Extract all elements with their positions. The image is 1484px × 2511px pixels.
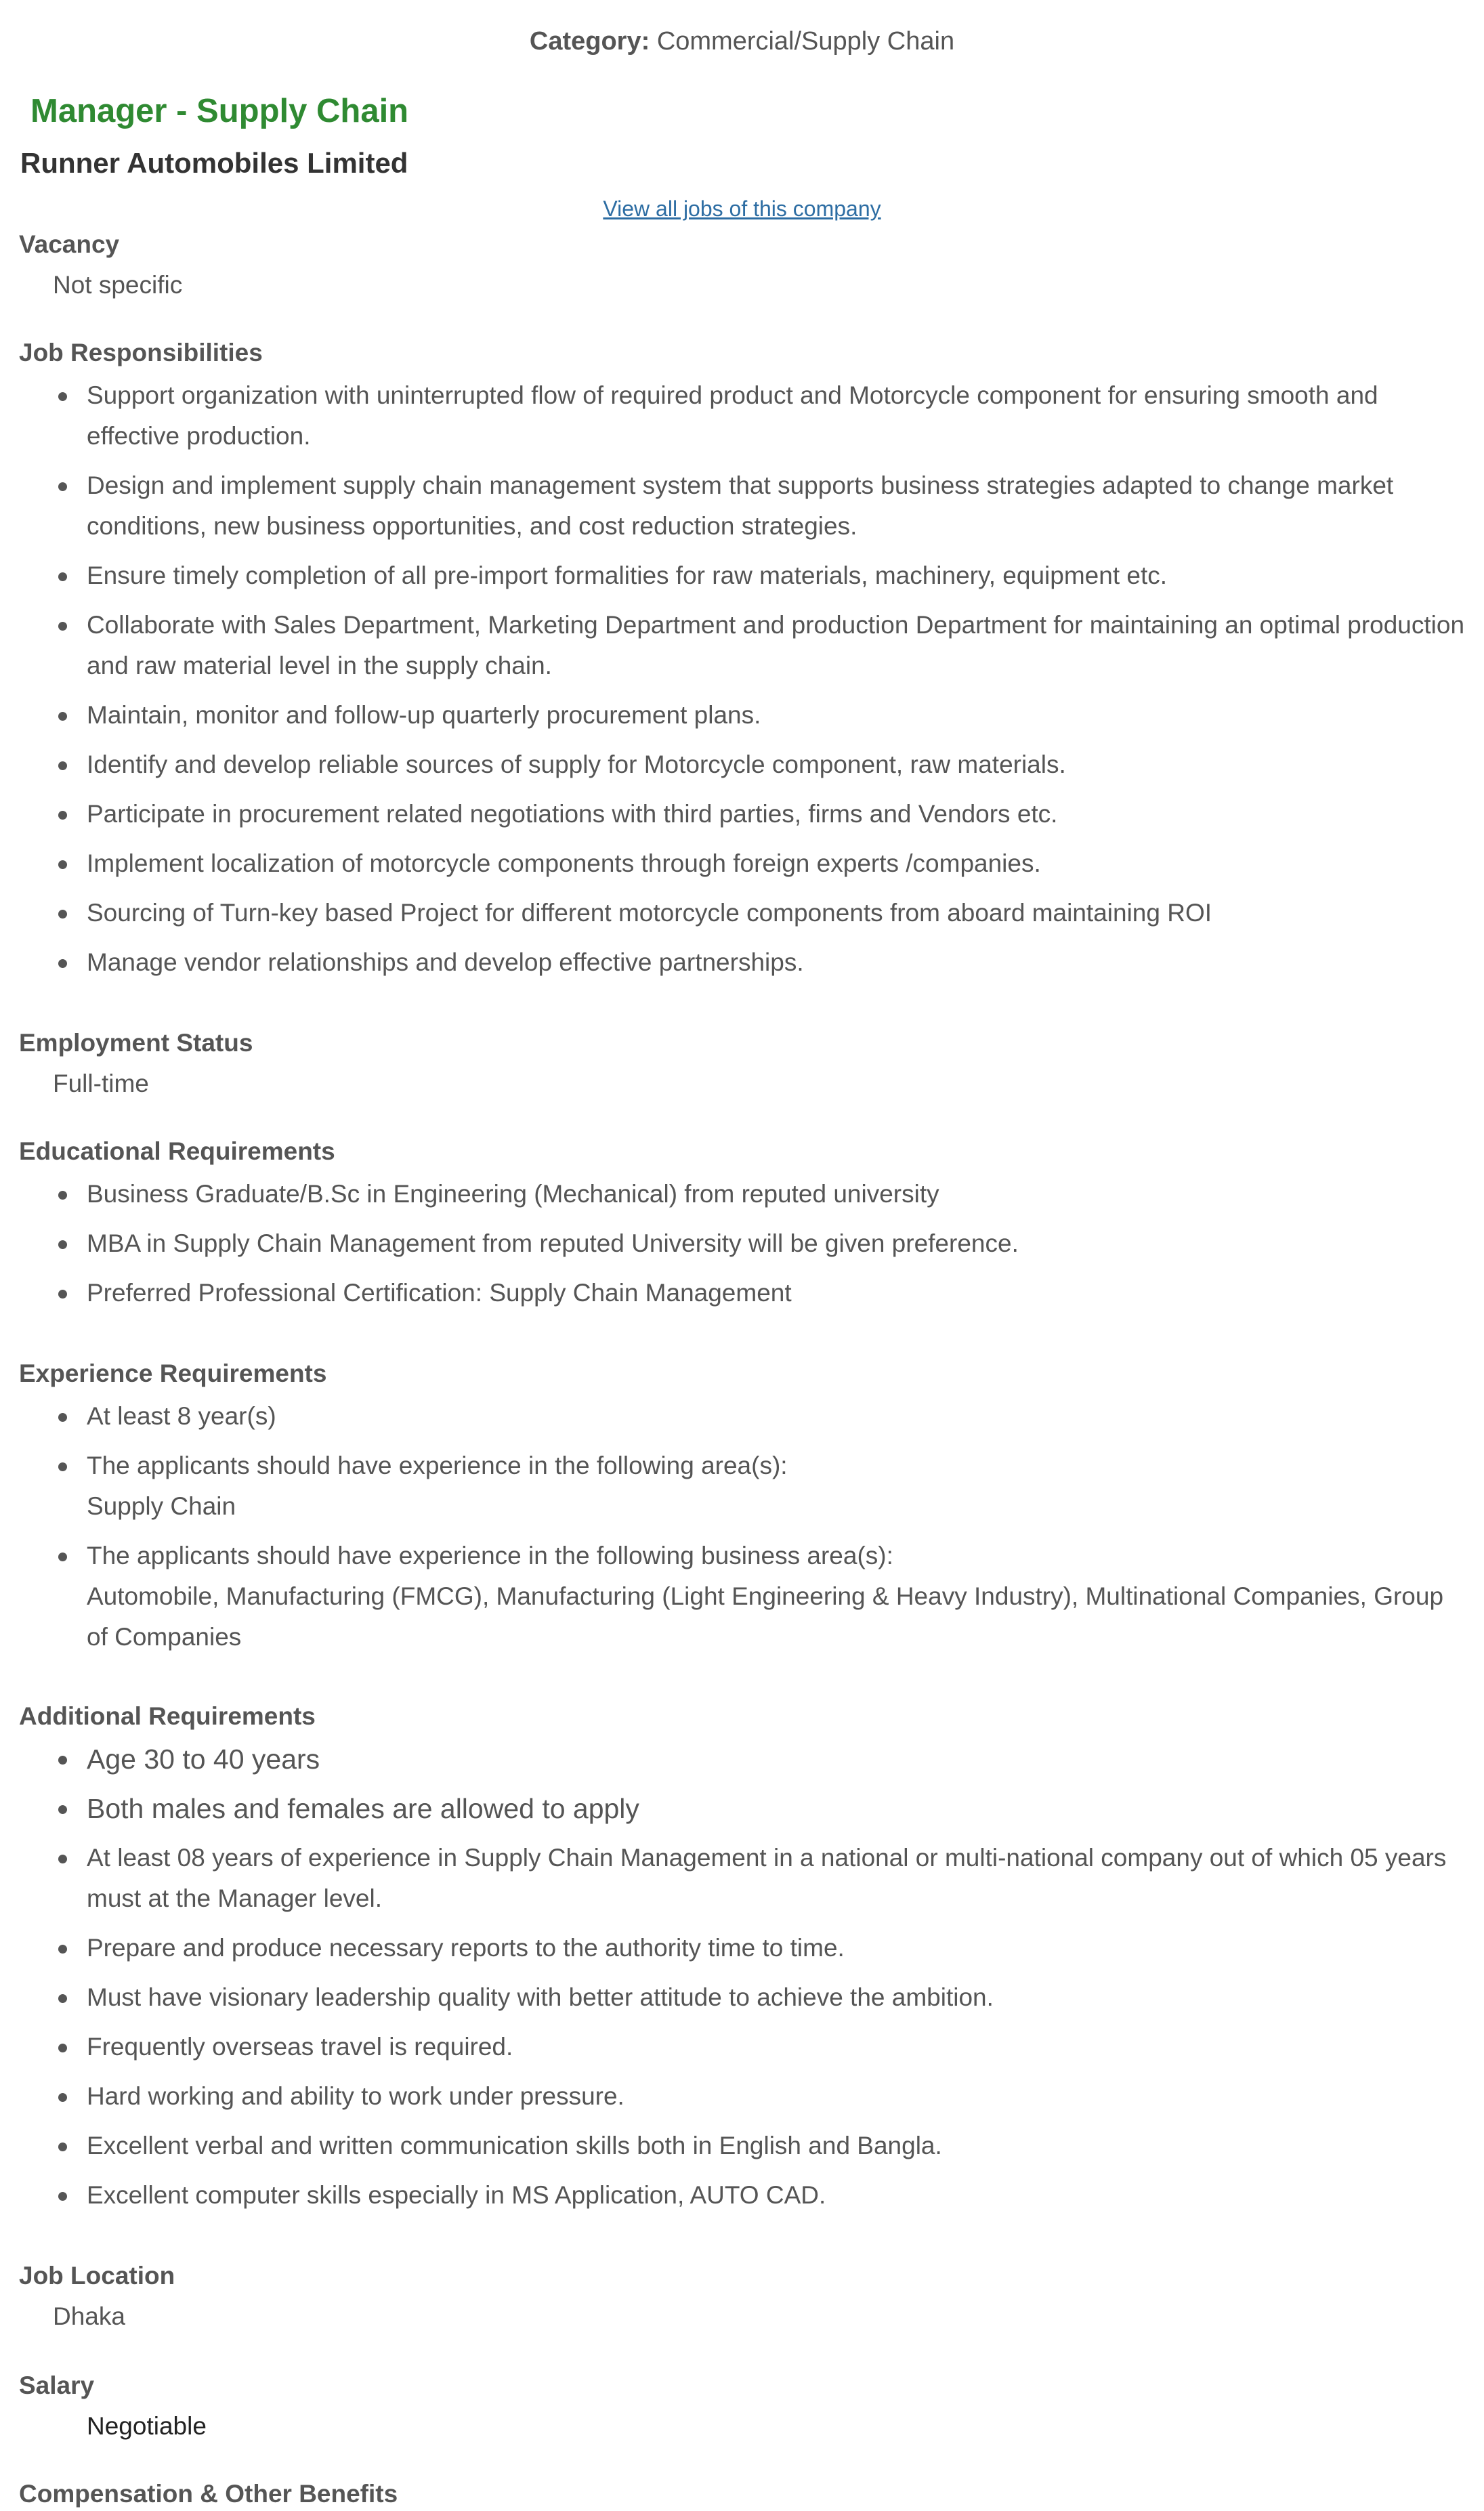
list-item-text: Excellent computer skills especially in MS Application, AUTO CAD. [87, 2181, 826, 2209]
bullet-icon [58, 1240, 67, 1249]
list-item-text: Design and implement supply chain management system that supports business strategies adapted to change market conditions, new business opportunities, and cost reduction strategies. [87, 471, 1394, 540]
list-item [19, 375, 1468, 457]
compensation-heading: Compensation & Other Benefits [19, 2480, 398, 2508]
employment-status-value: Full-time [53, 1070, 149, 1097]
list-item-text: Hard working and ability to work under pressure. [87, 2082, 624, 2110]
list-item-text: Maintain, monitor and follow-up quarterly procurement plans. [87, 701, 761, 729]
responsibilities-list [19, 375, 1468, 983]
list-item [19, 605, 1468, 686]
compensation-section [19, 2477, 1468, 2511]
list-item-text: Implement localization of motorcycle components through foreign experts /companies. [87, 849, 1041, 877]
bullet-icon [58, 2192, 67, 2201]
list-item-text: Frequently overseas travel is required. [87, 2033, 513, 2061]
employment-status-heading: Employment Status [19, 1029, 253, 1057]
bullet-icon [58, 1290, 67, 1299]
list-item [19, 1977, 1468, 2018]
bullet-icon [58, 811, 67, 820]
additional-requirements-list [19, 1739, 1468, 2216]
additional-requirements-heading: Additional Requirements [19, 1702, 316, 1730]
education-list [19, 1174, 1468, 1313]
list-item-text: Identify and develop reliable sources of supply for Motorcycle component, raw materials. [87, 751, 1066, 778]
list-item [19, 744, 1468, 785]
job-category [0, 24, 1484, 58]
list-item-text: Age 30 to 40 years [87, 1744, 320, 1775]
bullet-icon [58, 482, 67, 491]
job-title: Manager - Supply Chain [30, 93, 409, 129]
list-item-text: At least 8 year(s) [87, 1402, 276, 1430]
category-label: Category: [529, 27, 650, 56]
job-location-section [19, 2259, 1468, 2334]
experience-heading: Experience Requirements [19, 1359, 327, 1387]
bullet-icon [58, 1191, 67, 1200]
list-item-text: Must have visionary leadership quality with better attitude to achieve the ambition. [87, 1983, 994, 2011]
bullet-icon [58, 1756, 67, 1765]
bullet-icon [58, 959, 67, 968]
list-item [19, 1273, 1468, 1313]
list-item [19, 794, 1468, 835]
list-item-text: Ensure timely completion of all pre-import formalities for raw materials, machinery, equipment etc. [87, 562, 1168, 589]
list-item [19, 1536, 1468, 1658]
list-item [19, 555, 1468, 596]
list-item-text: Sourcing of Turn-key based Project for different motorcycle components from aboard maintaining ROI [87, 899, 1212, 927]
bullet-icon [58, 712, 67, 721]
bullet-icon [58, 572, 67, 581]
list-item-text: Preferred Professional Certification: Supply Chain Management [87, 1279, 792, 1307]
education-heading: Educational Requirements [19, 1137, 335, 1165]
additional-requirements-section [19, 1700, 1468, 2216]
experience-area-value: Supply Chain [87, 1492, 236, 1520]
business-area-value: Automobile, Manufacturing (FMCG), Manufacturing (Light Engineering & Heavy Industry), Multinational Companies, Group of Companies [87, 1582, 1444, 1651]
experience-list [19, 1396, 1468, 1658]
list-item-text: Participate in procurement related negotiations with third parties, firms and Vendors etc. [87, 800, 1058, 828]
list-item [19, 1928, 1468, 1968]
list-item [19, 1446, 1468, 1527]
bullet-icon [58, 1413, 67, 1422]
list-item-text: The applicants should have experience in the following business area(s): [87, 1542, 893, 1569]
salary-heading: Salary [19, 2371, 95, 2399]
job-location-value: Dhaka [53, 2302, 125, 2330]
list-item-text: The applicants should have experience in the following area(s): [87, 1452, 788, 1479]
experience-section [19, 1357, 1468, 1658]
bullet-icon [58, 1462, 67, 1471]
list-item [19, 1788, 1468, 1829]
vacancy-value: Not specific [53, 271, 183, 299]
vacancy-heading: Vacancy [19, 230, 120, 258]
list-item-text: Support organization with uninterrupted flow of required product and Motorcycle component for ensuring smooth and effective production. [87, 381, 1378, 450]
list-item-text: Manage vendor relationships and develop effective partnerships. [87, 948, 804, 976]
education-section [19, 1135, 1468, 1313]
list-item-text: Business Graduate/B.Sc in Engineering (Mechanical) from reputed university [87, 1180, 939, 1208]
list-item [19, 1174, 1468, 1215]
list-item-text: Prepare and produce necessary reports to the authority time to time. [87, 1934, 845, 1962]
view-all-jobs-link[interactable]: View all jobs of this company [603, 196, 881, 221]
list-item [19, 843, 1468, 884]
list-item [19, 695, 1468, 736]
bullet-icon [58, 622, 67, 631]
list-item [19, 465, 1468, 547]
view-company-jobs-container [0, 195, 1484, 222]
list-item-text: MBA in Supply Chain Management from reputed University will be given preference. [87, 1229, 1019, 1257]
bullet-icon [58, 2143, 67, 2151]
employment-status-section [19, 1026, 1468, 1101]
responsibilities-section [19, 336, 1468, 983]
bullet-icon [58, 1945, 67, 1954]
bullet-icon [58, 1994, 67, 2003]
bullet-icon [58, 1553, 67, 1561]
list-item-text: Collaborate with Sales Department, Marketing Department and production Department for maintaining an optimal production and raw material level in the supply chain. [87, 611, 1465, 679]
list-item [19, 1739, 1468, 1779]
salary-value: Negotiable [87, 2412, 207, 2440]
list-item [19, 942, 1468, 983]
bullet-icon [58, 2044, 67, 2052]
salary-section [19, 2369, 1468, 2443]
bullet-icon [58, 2093, 67, 2102]
vacancy-section [19, 228, 1468, 302]
list-item [19, 1396, 1468, 1437]
list-item [19, 1838, 1468, 1919]
bullet-icon [58, 910, 67, 919]
bullet-icon [58, 392, 67, 401]
list-item [19, 2126, 1468, 2166]
list-item [19, 893, 1468, 933]
job-details [19, 228, 1468, 2511]
list-item [19, 2027, 1468, 2067]
list-item-text: Excellent verbal and written communication skills both in English and Bangla. [87, 2132, 942, 2159]
bullet-icon [58, 761, 67, 770]
bullet-icon [58, 1855, 67, 1863]
category-value: Commercial/Supply Chain [656, 27, 955, 56]
company-name: Runner Automobiles Limited [20, 147, 408, 179]
job-location-heading: Job Location [19, 2262, 175, 2290]
bullet-icon [58, 1805, 67, 1814]
responsibilities-heading: Job Responsibilities [19, 339, 263, 366]
list-item [19, 2076, 1468, 2117]
list-item [19, 1223, 1468, 1264]
list-item-text: Both males and females are allowed to apply [87, 1793, 639, 1824]
list-item [19, 2175, 1468, 2216]
list-item-text: At least 08 years of experience in Supply Chain Management in a national or multi-national company out of which 05 years must at the Manager level. [87, 1844, 1447, 1912]
bullet-icon [58, 860, 67, 869]
